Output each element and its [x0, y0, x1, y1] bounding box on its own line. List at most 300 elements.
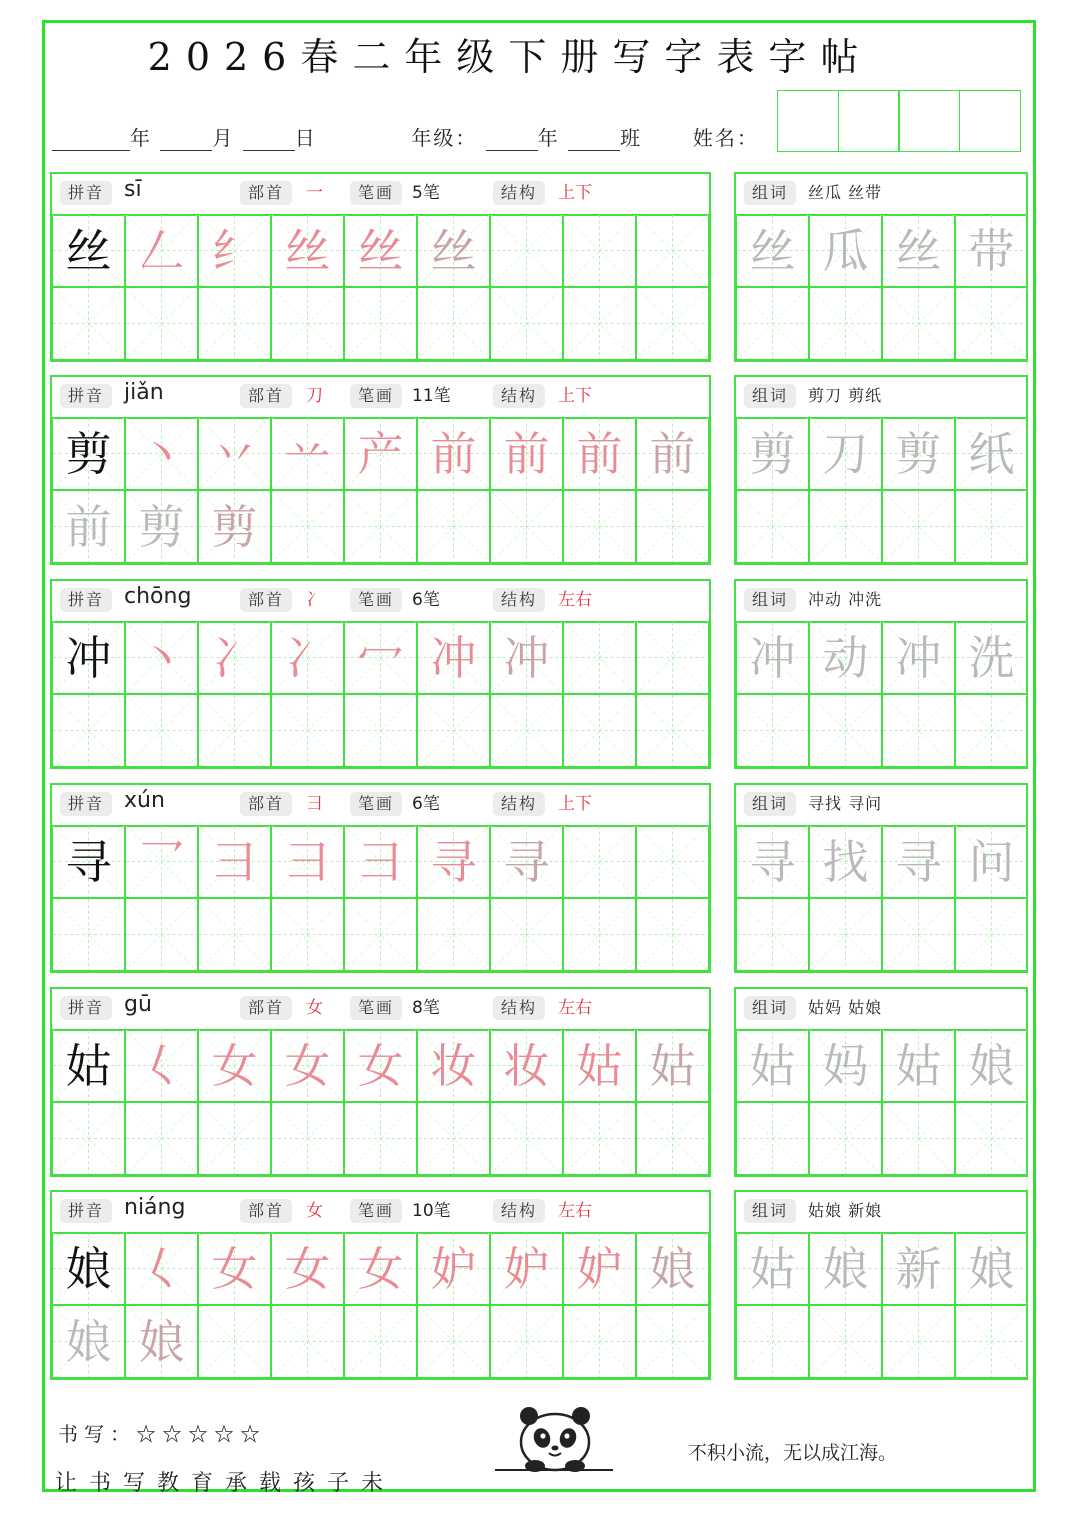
practice-cell[interactable]	[636, 490, 709, 563]
practice-cell[interactable]	[563, 417, 636, 490]
words-header	[736, 989, 1026, 1031]
practice-cell[interactable]	[125, 417, 198, 490]
practice-cell[interactable]	[882, 287, 955, 360]
practice-cell[interactable]	[198, 214, 271, 287]
grid-guide	[272, 288, 343, 359]
practice-cell[interactable]	[563, 825, 636, 898]
practice-cell[interactable]	[736, 214, 809, 287]
practice-cell[interactable]	[417, 214, 490, 287]
pinyin-tag: 拼音	[60, 996, 112, 1020]
practice-cell[interactable]	[882, 417, 955, 490]
practice-cell[interactable]	[955, 898, 1028, 971]
practice-cell[interactable]	[563, 898, 636, 971]
grid-guide	[564, 1306, 635, 1377]
strokes-tag: 笔画	[350, 1199, 402, 1223]
practice-cell[interactable]	[955, 1305, 1028, 1378]
practice-cell[interactable]	[417, 287, 490, 360]
practice-cell[interactable]	[490, 825, 563, 898]
grid-guide	[637, 899, 708, 970]
practice-cell[interactable]	[198, 1305, 271, 1378]
practice-cell[interactable]	[736, 825, 809, 898]
practice-cell[interactable]	[344, 214, 417, 287]
words-panel	[734, 579, 1028, 769]
practice-cell[interactable]	[198, 1232, 271, 1305]
grid-guide	[737, 1306, 808, 1377]
day-blank[interactable]	[243, 128, 295, 151]
grid-guide	[272, 695, 343, 766]
practice-cell[interactable]	[344, 287, 417, 360]
practice-character: 剪	[749, 426, 796, 481]
grid-guide	[810, 1103, 881, 1174]
panda-icon	[493, 1398, 617, 1474]
practice-cell[interactable]	[955, 825, 1028, 898]
practice-cell[interactable]	[490, 214, 563, 287]
grid-guide	[883, 695, 954, 766]
practice-cell[interactable]	[563, 1029, 636, 1102]
grid-guide	[53, 899, 124, 970]
structure-tag: 结构	[493, 384, 545, 408]
radical-tag: 部首	[240, 181, 292, 205]
grid-guide	[126, 288, 197, 359]
class-blank[interactable]	[568, 128, 620, 151]
practice-character: 䒑	[284, 426, 331, 481]
practice-cell[interactable]	[125, 1029, 198, 1102]
quote: 不积小流，无以成江海。	[688, 1442, 898, 1464]
practice-cell[interactable]	[417, 490, 490, 563]
grid-guide	[564, 899, 635, 970]
character-panel	[50, 172, 711, 362]
grid-guide	[345, 695, 416, 766]
grid-guide	[637, 491, 708, 562]
practice-cell[interactable]	[417, 1102, 490, 1175]
practice-cell[interactable]	[344, 417, 417, 490]
practice-character: 冲	[503, 630, 550, 685]
words-tag: 组词	[744, 996, 796, 1020]
practice-cell[interactable]	[125, 287, 198, 360]
practice-cell[interactable]	[736, 694, 809, 767]
practice-character: 找	[822, 834, 869, 889]
grid-guide	[272, 899, 343, 970]
practice-cell[interactable]	[736, 898, 809, 971]
practice-character: 女	[357, 1241, 404, 1296]
practice-cell[interactable]	[882, 1029, 955, 1102]
practice-character: 寻	[749, 834, 796, 889]
practice-character: 女	[284, 1038, 331, 1093]
radical-tag: 部首	[240, 384, 292, 408]
practice-character: 丶	[138, 630, 185, 685]
grid-guide	[637, 1103, 708, 1174]
practice-cell[interactable]	[955, 287, 1028, 360]
practice-character: 丝	[895, 223, 942, 278]
practice-cell[interactable]	[271, 1029, 344, 1102]
practice-cell[interactable]	[809, 1102, 882, 1175]
practice-cell[interactable]	[563, 1305, 636, 1378]
practice-cell[interactable]	[125, 214, 198, 287]
grid-guide	[637, 695, 708, 766]
practice-character: 𠃋	[138, 223, 185, 278]
practice-cell[interactable]	[198, 898, 271, 971]
grid-guide	[956, 1306, 1027, 1377]
grid-guide	[883, 1103, 954, 1174]
practice-character: 丝	[65, 223, 112, 278]
class-label: 班	[620, 126, 643, 150]
practice-cell[interactable]	[809, 1029, 882, 1102]
year-label: 年	[130, 126, 152, 150]
grid-guide	[418, 899, 489, 970]
grid-guide	[126, 695, 197, 766]
practice-cell[interactable]	[490, 1232, 563, 1305]
character-info-header	[52, 581, 709, 623]
practice-cell[interactable]	[490, 694, 563, 767]
practice-character: 前	[65, 499, 112, 554]
practice-cell[interactable]	[417, 1305, 490, 1378]
words-tag: 组词	[744, 588, 796, 612]
grade-label: 年级：	[411, 126, 478, 150]
practice-cell[interactable]	[809, 417, 882, 490]
practice-cell[interactable]	[490, 621, 563, 694]
words-value: 姑娘 新娘	[808, 1201, 883, 1220]
grid-guide	[737, 491, 808, 562]
practice-cell[interactable]	[563, 214, 636, 287]
practice-cell[interactable]	[563, 694, 636, 767]
grid-guide	[491, 1306, 562, 1377]
name-box[interactable]	[838, 90, 900, 152]
practice-character: 冲	[895, 630, 942, 685]
practice-cell[interactable]	[52, 898, 125, 971]
practice-cell[interactable]	[490, 287, 563, 360]
words-panel	[734, 783, 1028, 973]
practice-cell[interactable]	[271, 621, 344, 694]
practice-character: 刀	[822, 426, 869, 481]
structure-value: 上下	[558, 794, 592, 814]
practice-cell[interactable]	[271, 825, 344, 898]
character-panel	[50, 579, 711, 769]
practice-cell[interactable]	[271, 898, 344, 971]
practice-character: 姑	[65, 1038, 112, 1093]
words-tag: 组词	[744, 384, 796, 408]
practice-cell[interactable]	[125, 490, 198, 563]
practice-cell[interactable]	[955, 1029, 1028, 1102]
practice-cell[interactable]	[955, 417, 1028, 490]
practice-cell[interactable]	[882, 214, 955, 287]
practice-cell[interactable]	[563, 1232, 636, 1305]
practice-cell[interactable]	[736, 1305, 809, 1378]
practice-cell[interactable]	[490, 417, 563, 490]
practice-cell[interactable]	[955, 1232, 1028, 1305]
month-label: 月	[212, 126, 235, 150]
practice-cell[interactable]	[490, 1305, 563, 1378]
practice-character: 新	[895, 1241, 942, 1296]
practice-cell[interactable]	[52, 490, 125, 563]
practice-cell[interactable]	[125, 1102, 198, 1175]
practice-cell[interactable]	[809, 490, 882, 563]
practice-cell[interactable]	[198, 287, 271, 360]
practice-cell[interactable]	[198, 825, 271, 898]
practice-cell[interactable]	[344, 621, 417, 694]
practice-cell[interactable]	[198, 1102, 271, 1175]
practice-character: 冲	[430, 630, 477, 685]
practice-cell[interactable]	[271, 214, 344, 287]
character-info-header	[52, 174, 709, 216]
practice-character: 姑	[649, 1038, 696, 1093]
practice-cell[interactable]	[563, 1102, 636, 1175]
month-blank[interactable]	[160, 128, 212, 151]
practice-cell[interactable]	[563, 287, 636, 360]
practice-cell[interactable]	[344, 1029, 417, 1102]
practice-character: 剪	[138, 499, 185, 554]
practice-cell[interactable]	[198, 490, 271, 563]
practice-cell[interactable]	[417, 898, 490, 971]
grid-guide	[956, 1103, 1027, 1174]
practice-cell[interactable]	[52, 1305, 125, 1378]
practice-character: 冲	[749, 630, 796, 685]
strokes-tag: 笔画	[350, 181, 402, 205]
practice-character: 姑	[749, 1038, 796, 1093]
practice-cell[interactable]	[125, 1305, 198, 1378]
practice-character: 问	[968, 834, 1015, 889]
practice-character: 带	[968, 223, 1015, 278]
practice-cell[interactable]	[955, 1102, 1028, 1175]
grid-guide	[345, 491, 416, 562]
practice-cell[interactable]	[563, 621, 636, 694]
practice-character: 丷	[211, 426, 258, 481]
pinyin-value: niáng	[124, 1195, 186, 1220]
practice-cell[interactable]	[636, 621, 709, 694]
practice-cell[interactable]	[955, 490, 1028, 563]
practice-cell[interactable]	[271, 287, 344, 360]
practice-cell[interactable]	[882, 621, 955, 694]
practice-cell[interactable]	[125, 694, 198, 767]
practice-cell[interactable]	[809, 621, 882, 694]
grid-guide	[345, 288, 416, 359]
practice-cell[interactable]	[271, 1232, 344, 1305]
practice-cell[interactable]	[563, 490, 636, 563]
grid-guide	[883, 288, 954, 359]
practice-cell[interactable]	[417, 694, 490, 767]
practice-cell[interactable]	[809, 825, 882, 898]
practice-cell[interactable]	[52, 1029, 125, 1102]
name-box[interactable]	[777, 90, 839, 152]
practice-cell[interactable]	[344, 1232, 417, 1305]
practice-cell[interactable]	[809, 1232, 882, 1305]
grid-guide	[345, 1306, 416, 1377]
structure-tag: 结构	[493, 181, 545, 205]
practice-cell[interactable]	[736, 621, 809, 694]
practice-character: 瓜	[822, 223, 869, 278]
words-panel	[734, 1190, 1028, 1380]
practice-character: 产	[357, 426, 404, 481]
grid-guide	[418, 491, 489, 562]
practice-cell[interactable]	[736, 417, 809, 490]
grid-guide	[199, 899, 270, 970]
character-info-header	[52, 989, 709, 1031]
practice-cell[interactable]	[344, 1102, 417, 1175]
practice-cell[interactable]	[198, 621, 271, 694]
practice-cell[interactable]	[52, 694, 125, 767]
practice-cell[interactable]	[809, 214, 882, 287]
practice-cell[interactable]	[125, 1232, 198, 1305]
practice-cell[interactable]	[636, 1305, 709, 1378]
practice-cell[interactable]	[52, 214, 125, 287]
practice-character: 妒	[576, 1241, 623, 1296]
practice-cell[interactable]	[882, 490, 955, 563]
grid-guide	[737, 288, 808, 359]
practice-character: 姑	[576, 1038, 623, 1093]
practice-character: 女	[357, 1038, 404, 1093]
practice-cell[interactable]	[52, 287, 125, 360]
grid-guide	[564, 695, 635, 766]
character-panel	[50, 783, 711, 973]
grid-guide	[810, 288, 881, 359]
practice-cell[interactable]	[198, 694, 271, 767]
practice-cell[interactable]	[809, 694, 882, 767]
practice-cell[interactable]	[490, 490, 563, 563]
practice-cell[interactable]	[955, 694, 1028, 767]
grid-guide	[810, 695, 881, 766]
practice-cell[interactable]	[271, 490, 344, 563]
practice-cell[interactable]	[882, 825, 955, 898]
practice-cell[interactable]	[52, 417, 125, 490]
practice-character: 前	[649, 426, 696, 481]
name-box[interactable]	[898, 90, 960, 152]
pinyin-value: chōng	[124, 584, 192, 609]
strokes-tag: 笔画	[350, 996, 402, 1020]
practice-cell[interactable]	[198, 417, 271, 490]
practice-cell[interactable]	[52, 621, 125, 694]
practice-cell[interactable]	[344, 694, 417, 767]
practice-character: 剪	[65, 426, 112, 481]
practice-cell[interactable]	[52, 1232, 125, 1305]
strokes-tag: 笔画	[350, 792, 402, 816]
radical-value: 彐	[306, 794, 323, 814]
practice-cell[interactable]	[125, 898, 198, 971]
grid-guide	[491, 1103, 562, 1174]
practice-cell[interactable]	[344, 898, 417, 971]
practice-character: 娘	[968, 1038, 1015, 1093]
grid-guide	[199, 288, 270, 359]
practice-cell[interactable]	[736, 1232, 809, 1305]
practice-cell[interactable]	[52, 825, 125, 898]
practice-cell[interactable]	[636, 694, 709, 767]
practice-cell[interactable]	[417, 621, 490, 694]
grid-guide	[418, 1306, 489, 1377]
practice-cell[interactable]	[490, 1029, 563, 1102]
grid-guide	[53, 288, 124, 359]
practice-cell[interactable]	[636, 898, 709, 971]
practice-cell[interactable]	[417, 1232, 490, 1305]
structure-value: 左右	[558, 590, 592, 610]
pinyin-tag: 拼音	[60, 792, 112, 816]
practice-cell[interactable]	[882, 1232, 955, 1305]
strokes-value: 5笔	[412, 183, 440, 203]
practice-character: 𡿨	[138, 1038, 185, 1093]
grid-guide	[810, 1306, 881, 1377]
practice-cell[interactable]	[882, 1305, 955, 1378]
practice-cell[interactable]	[809, 898, 882, 971]
practice-character: 女	[284, 1241, 331, 1296]
structure-value: 左右	[558, 1201, 592, 1221]
practice-cell[interactable]	[736, 1029, 809, 1102]
practice-cell[interactable]	[490, 1102, 563, 1175]
grade-year-blank[interactable]	[486, 128, 538, 151]
practice-cell[interactable]	[636, 1232, 709, 1305]
practice-character: 妈	[822, 1038, 869, 1093]
practice-cell[interactable]	[636, 1029, 709, 1102]
strokes-tag: 笔画	[350, 384, 402, 408]
practice-cell[interactable]	[736, 287, 809, 360]
structure-tag: 结构	[493, 1199, 545, 1223]
practice-cell[interactable]	[809, 1305, 882, 1378]
name-boxes[interactable]	[777, 90, 1019, 152]
grid-guide	[199, 1103, 270, 1174]
practice-character: 娘	[968, 1241, 1015, 1296]
practice-cell[interactable]	[636, 287, 709, 360]
practice-character: 彐	[357, 834, 404, 889]
radical-tag: 部首	[240, 996, 292, 1020]
practice-cell[interactable]	[344, 825, 417, 898]
practice-cell[interactable]	[271, 417, 344, 490]
grid-guide	[810, 899, 881, 970]
practice-cell[interactable]	[125, 621, 198, 694]
practice-cell[interactable]	[417, 417, 490, 490]
practice-cell[interactable]	[490, 898, 563, 971]
practice-cell[interactable]	[271, 1102, 344, 1175]
grid-guide	[737, 1103, 808, 1174]
strokes-value: 6笔	[412, 794, 440, 814]
practice-cell[interactable]	[882, 694, 955, 767]
practice-cell[interactable]	[125, 825, 198, 898]
practice-cell[interactable]	[636, 825, 709, 898]
practice-cell[interactable]	[636, 417, 709, 490]
practice-cell[interactable]	[636, 1102, 709, 1175]
practice-character: 纸	[968, 426, 1015, 481]
practice-cell[interactable]	[882, 898, 955, 971]
practice-cell[interactable]	[636, 214, 709, 287]
words-value: 寻找 寻问	[808, 794, 883, 813]
grid-guide	[956, 899, 1027, 970]
grid-guide	[53, 1103, 124, 1174]
structure-tag: 结构	[493, 792, 545, 816]
practice-character: 前	[503, 426, 550, 481]
practice-cell[interactable]	[882, 1102, 955, 1175]
practice-cell[interactable]	[271, 1305, 344, 1378]
practice-cell[interactable]	[417, 825, 490, 898]
radical-tag: 部首	[240, 792, 292, 816]
grid-guide	[564, 215, 635, 286]
strokes-tag: 笔画	[350, 588, 402, 612]
practice-cell[interactable]	[955, 621, 1028, 694]
practice-cell[interactable]	[417, 1029, 490, 1102]
practice-cell[interactable]	[344, 1305, 417, 1378]
character-info-header	[52, 1192, 709, 1234]
year-blank[interactable]	[52, 128, 130, 151]
practice-cell[interactable]	[736, 490, 809, 563]
name-box[interactable]	[959, 90, 1021, 152]
practice-cell[interactable]	[809, 287, 882, 360]
practice-cell[interactable]	[198, 1029, 271, 1102]
practice-cell[interactable]	[52, 1102, 125, 1175]
practice-cell[interactable]	[344, 490, 417, 563]
practice-cell[interactable]	[736, 1102, 809, 1175]
words-value: 剪刀 剪纸	[808, 386, 883, 405]
grid-guide	[126, 1103, 197, 1174]
day-label: 日	[294, 126, 317, 150]
words-panel	[734, 375, 1028, 565]
grid-guide	[199, 695, 270, 766]
practice-character: 洗	[968, 630, 1015, 685]
practice-cell[interactable]	[271, 694, 344, 767]
practice-cell[interactable]	[955, 214, 1028, 287]
